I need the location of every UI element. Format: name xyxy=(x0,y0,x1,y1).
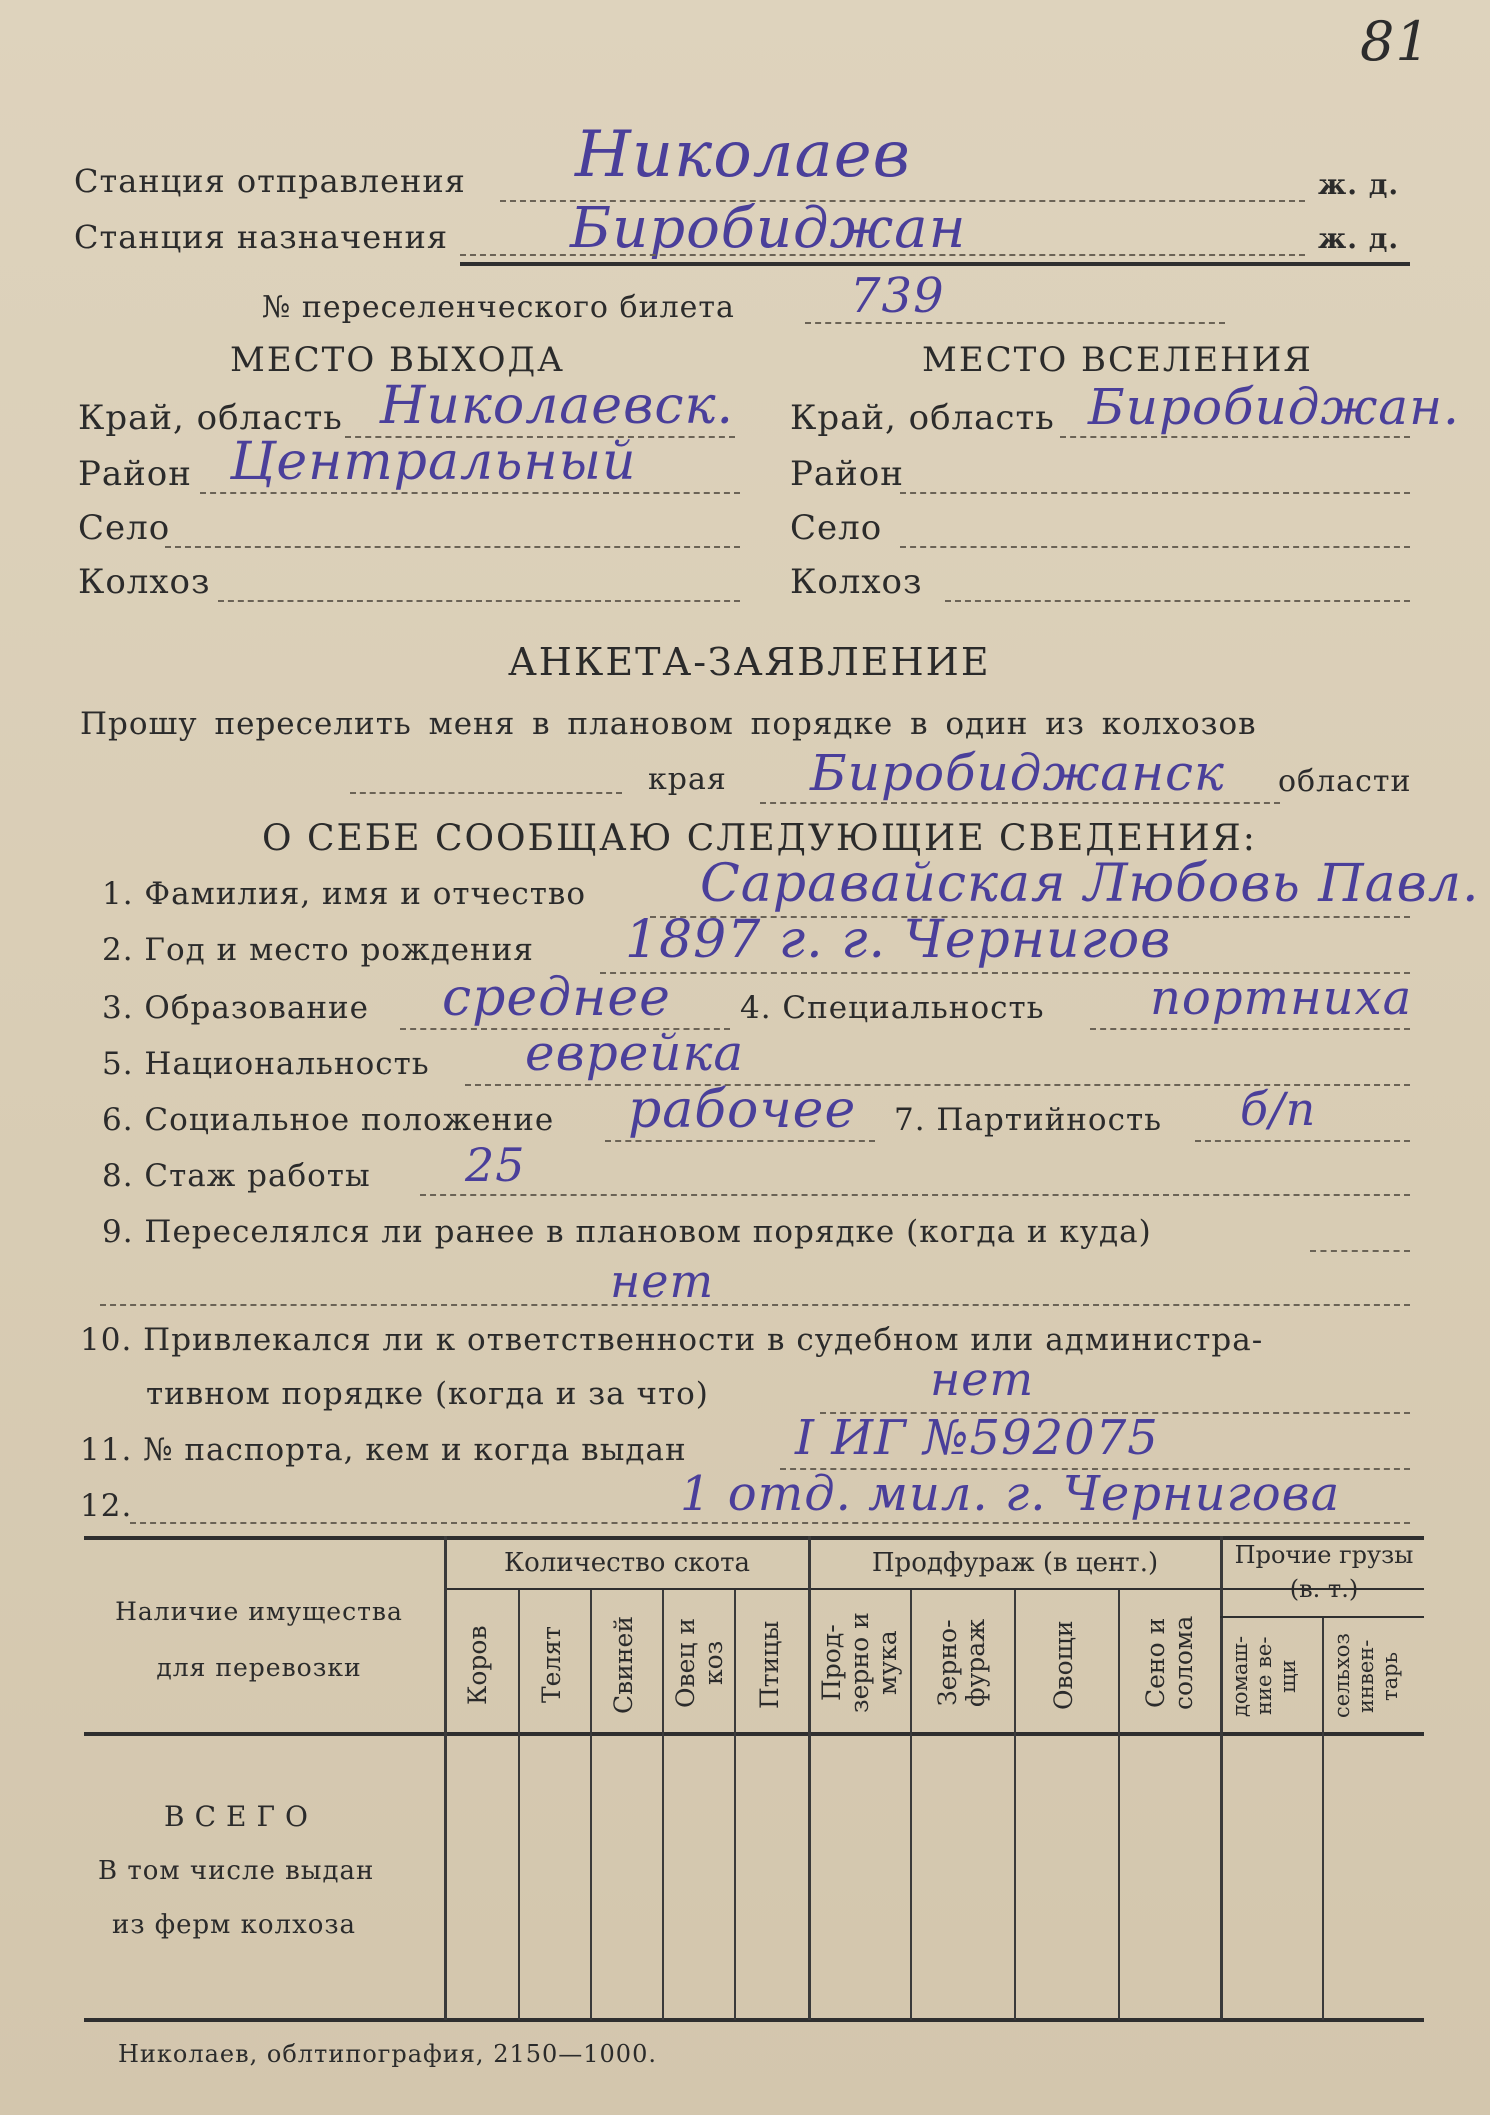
divider-col-2 xyxy=(590,1590,592,2020)
q4-line xyxy=(1090,1028,1410,1030)
departure-value: Николаев xyxy=(575,118,911,192)
q3-label: 3. Образование xyxy=(102,990,370,1026)
settlement-kolkhoz-label: Колхоз xyxy=(790,562,923,602)
origin-village-label: Село xyxy=(78,508,171,548)
settlement-village-line xyxy=(900,546,1410,548)
q11-label: 11. № паспорта, кем и когда выдан xyxy=(80,1432,687,1468)
q7-label: 7. Партийность xyxy=(894,1102,1162,1138)
total-label: ВСЕГО xyxy=(164,1800,318,1833)
q12-value: 1 отд. мил. г. Чернигова xyxy=(680,1466,1341,1522)
q9-value: нет xyxy=(610,1254,715,1308)
q11-value: I ИГ №592075 xyxy=(795,1410,1159,1466)
origin-district-value: Центральный xyxy=(230,432,637,492)
q9-label: 9. Переселялся ли ранее в плановом порядке (когда и куда) xyxy=(102,1214,1152,1250)
origin-kolkhoz-line xyxy=(218,600,740,602)
q4-label: 4. Специальность xyxy=(740,990,1045,1026)
row-header: Наличие имущества для перевозки xyxy=(115,1597,403,1682)
form-title: АНКЕТА-ЗАЯВЛЕНИЕ xyxy=(508,640,991,684)
col-grain: Прод-зерно и мука xyxy=(817,1612,902,1714)
col-feed: Зерно-фураж xyxy=(933,1618,990,1708)
q12-line xyxy=(130,1522,1410,1524)
group-livestock: Количество скота xyxy=(503,1548,751,1578)
rail-suffix-2: ж. д. xyxy=(1318,222,1400,255)
q6-value: рабочее xyxy=(628,1080,857,1140)
krai-label: края xyxy=(648,762,727,797)
q7-value: б/п xyxy=(1240,1082,1317,1136)
oblast-line xyxy=(760,802,1280,804)
destination-label: Станция назначения xyxy=(74,218,449,256)
q5-value: еврейка xyxy=(525,1024,745,1082)
origin-region-value: Николаевск. xyxy=(380,376,735,436)
table-bottom-border xyxy=(84,2018,1424,2022)
q9-line-a xyxy=(1310,1250,1410,1252)
q6-line xyxy=(605,1140,875,1142)
origin-district-label: Район xyxy=(78,454,192,494)
q1-value: Саравайская Любовь Павл. xyxy=(700,854,1480,914)
oblast-value: Биробиджанск xyxy=(810,744,1225,802)
q5-label: 5. Национальность xyxy=(102,1046,430,1082)
divider-col-1 xyxy=(518,1590,520,2020)
divider-fodder xyxy=(1220,1536,1223,2020)
q8-value: 25 xyxy=(465,1138,526,1192)
property-table xyxy=(84,1536,1424,2024)
table-top-border xyxy=(84,1536,1424,1540)
rail-suffix-1: ж. д. xyxy=(1318,168,1400,201)
destination-value: Биробиджан xyxy=(570,196,967,261)
group-fodder: Продфураж (в цент.) xyxy=(871,1548,1159,1578)
col-cows: Коров xyxy=(463,1625,492,1705)
ticket-label: № переселенческого билета xyxy=(262,290,735,325)
divider-col-3 xyxy=(662,1590,664,2020)
settlement-village-label: Село xyxy=(790,508,883,548)
col-birds: Птицы xyxy=(755,1620,784,1710)
settlement-district-line xyxy=(900,492,1410,494)
q10-label: 10. Привлекался ли к ответственности в судебном или администра- xyxy=(80,1322,1264,1358)
q4-value: портниха xyxy=(1150,970,1413,1026)
destination-line xyxy=(460,254,1305,256)
settlement-heading: МЕСТО ВСЕЛЕНИЯ xyxy=(922,340,1313,380)
header-divider xyxy=(460,262,1410,266)
divider-col-5 xyxy=(910,1590,912,2020)
table-header-border xyxy=(84,1732,1424,1736)
departure-label: Станция отправления xyxy=(74,162,466,200)
col-pigs: Свиней xyxy=(609,1616,638,1714)
origin-region-label: Край, область xyxy=(78,398,343,438)
oblast-label: области xyxy=(1278,764,1412,799)
settlement-region-label: Край, область xyxy=(790,398,1055,438)
included-label-2: из ферм колхоза xyxy=(112,1910,357,1940)
settlement-region-value: Биробиджан. xyxy=(1088,378,1460,436)
col-sheep: Овец и коз xyxy=(671,1617,728,1709)
settlement-kolkhoz-line xyxy=(945,600,1410,602)
q8-line xyxy=(420,1194,1410,1196)
divider-col-7 xyxy=(1118,1590,1120,2020)
q6-label: 6. Социальное положение xyxy=(102,1102,555,1138)
col-inv: сельхоз инвен-тарь xyxy=(1330,1633,1402,1719)
origin-kolkhoz-label: Колхоз xyxy=(78,562,211,602)
q12-label: 12. xyxy=(80,1488,133,1524)
ticket-line xyxy=(805,322,1225,324)
imprint: Николаев, облтипография, 2150—1000. xyxy=(118,2040,657,2068)
divider-col-8 xyxy=(1322,1616,1324,2020)
form-subtitle: О СЕБЕ СООБЩАЮ СЛЕДУЮЩИЕ СВЕДЕНИЯ: xyxy=(262,818,1257,859)
origin-district-line xyxy=(200,492,740,494)
origin-heading: МЕСТО ВЫХОДА xyxy=(230,340,565,380)
settlement-district-label: Район xyxy=(790,454,904,494)
group-other: Прочие грузы (в. т.) xyxy=(1234,1541,1414,1603)
q9-line-b xyxy=(100,1304,1410,1306)
col-hay: Сено и солома xyxy=(1141,1615,1198,1711)
col-veg: Овощи xyxy=(1049,1620,1078,1710)
q1-label: 1. Фамилия, имя и отчество xyxy=(102,876,587,912)
q3-value: среднее xyxy=(442,968,671,1028)
col-home: домаш-ние ве-щи xyxy=(1228,1635,1300,1717)
col-calves: Телят xyxy=(537,1626,566,1704)
q10-label-2: тивном порядке (когда и за что) xyxy=(146,1376,709,1412)
other-subgroup-line xyxy=(1220,1616,1424,1618)
included-label: В том числе выдан xyxy=(98,1856,375,1886)
origin-village-line xyxy=(165,546,740,548)
settlement-region-line xyxy=(1060,436,1410,438)
divider-livestock xyxy=(808,1536,811,2020)
divider-col-6 xyxy=(1014,1590,1016,2020)
request-text: Прошу переселить меня в плановом порядке в один из колхозов xyxy=(80,706,1257,742)
q7-line xyxy=(1195,1140,1410,1142)
q10-value: нет xyxy=(930,1352,1035,1406)
ticket-value: 739 xyxy=(850,268,945,324)
divider-main xyxy=(444,1536,447,2020)
q2-label: 2. Год и место рождения xyxy=(102,932,534,968)
q8-label: 8. Стаж работы xyxy=(102,1158,371,1194)
krai-line xyxy=(350,792,622,794)
page-number: 81 xyxy=(1360,10,1431,73)
divider-col-4 xyxy=(734,1590,736,2020)
q2-value: 1897 г. г. Чернигов xyxy=(625,910,1172,970)
